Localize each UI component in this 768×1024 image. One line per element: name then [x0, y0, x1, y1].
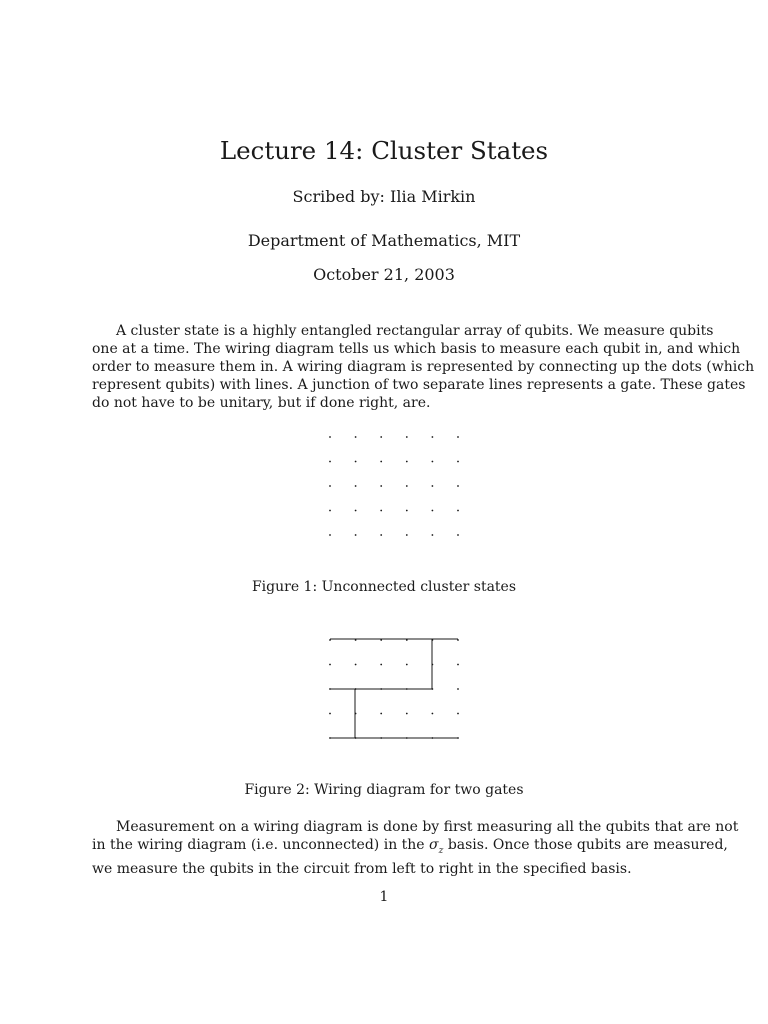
- department-line: Department of Mathematics, MIT: [247, 231, 521, 250]
- measurement-line: [92, 836, 728, 860]
- measurement-line: Measurement on a wiring diagram is done by first measuring all the qubits that are not: [116, 819, 739, 835]
- qubit-dot: [432, 713, 434, 715]
- qubit-dot: [355, 664, 357, 666]
- paper-title: Lecture 14: Cluster States: [219, 136, 549, 165]
- measurement-text: basis. Once those qubits are measured,: [447, 837, 728, 853]
- qubit-dot: [457, 713, 459, 715]
- figure-2-caption: Figure 2: Wiring diagram for two gates: [244, 782, 524, 798]
- intro-line: order to measure them in. A wiring diagram is represented by connecting up the dots (which: [92, 359, 755, 375]
- intro-line: A cluster state is a highly entangled rectangular array of qubits. We measure qubits: [116, 323, 714, 339]
- figure-1-caption: Figure 1: Unconnected cluster states: [251, 579, 517, 595]
- sigma-subscript: z: [438, 845, 444, 856]
- intro-line: do not have to be unitary, but if done right, are.: [92, 395, 431, 411]
- sigma-z-symbol: [429, 837, 444, 856]
- date-line: October 21, 2003: [313, 265, 455, 284]
- measurement-text: in the wiring diagram (i.e. unconnected) in the: [92, 837, 425, 853]
- qubit-dot: [406, 664, 408, 666]
- page-number: 1: [379, 889, 389, 905]
- sigma-symbol: σ: [429, 837, 439, 853]
- measurement-paragraph: [92, 818, 739, 878]
- qubit-dot: [380, 664, 382, 666]
- intro-line: one at a time. The wiring diagram tells us which basis to measure each qubit in, and which: [92, 341, 741, 357]
- qubit-dot: [406, 713, 408, 715]
- qubit-dot: [329, 664, 331, 666]
- qubit-dot: [457, 688, 459, 690]
- scribe-line: Scribed by: Ilia Mirkin: [292, 187, 476, 206]
- qubit-dot: [329, 713, 331, 715]
- qubit-dot: [380, 713, 382, 715]
- measurement-line: we measure the qubits in the circuit from left to right in the specified basis.: [92, 860, 632, 877]
- qubit-dot: [457, 664, 459, 666]
- intro-line: represent qubits) with lines. A junction of two separate lines represents a gate. These gates: [92, 377, 746, 393]
